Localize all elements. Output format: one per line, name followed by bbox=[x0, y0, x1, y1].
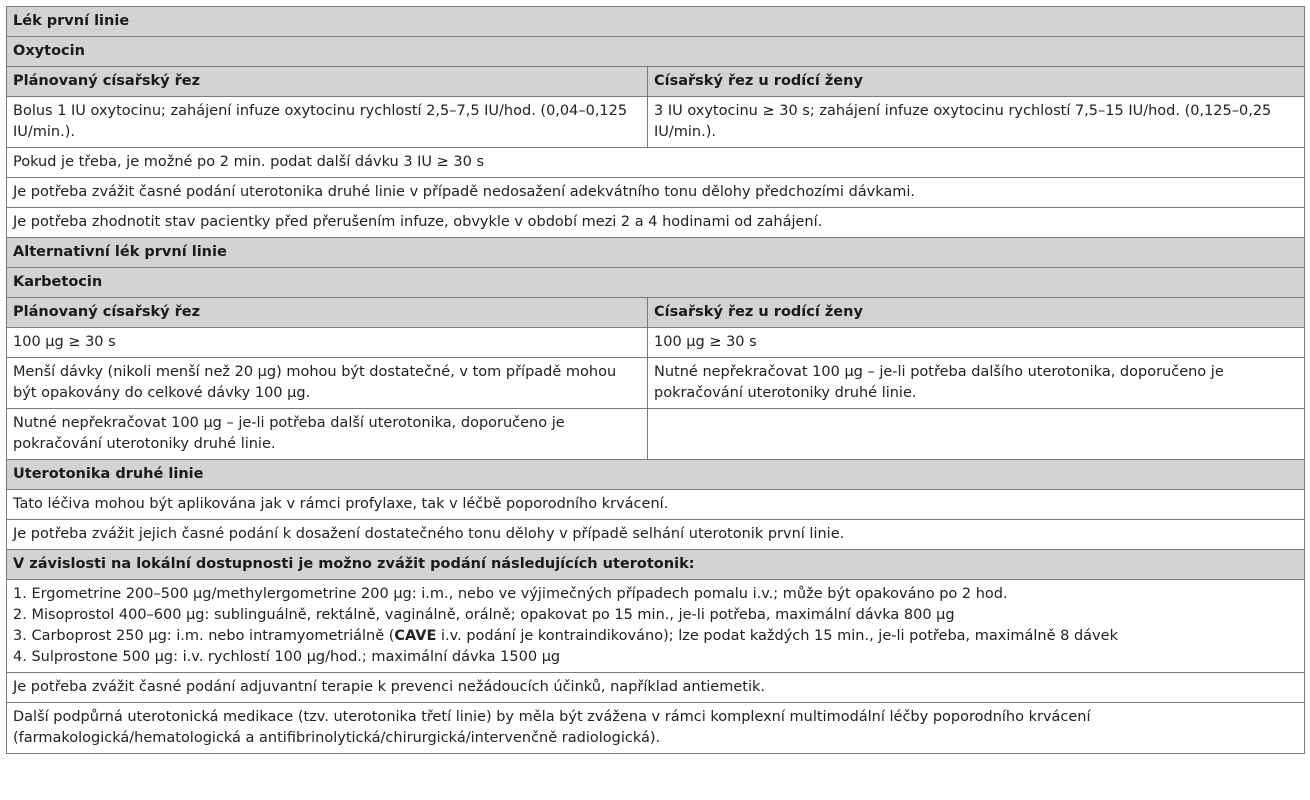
list-item: 2. Misoprostol 400–600 μg: sublinguálně, rektálně, vaginálně, orálně; opakovat po 15 min., je-li potřeba, maximální dávka 800 μg bbox=[13, 607, 955, 623]
oxytocin-note: Je potřeba zvážit časné podání uterotonika druhé linie v případě nedosažení adekvátního tonu dělohy předchozími dávkami. bbox=[7, 178, 1305, 208]
third-line-note: Další podpůrná uterotonická medikace (tzv. uterotonika třetí linie) by měla být zvážena v rámci komplexní multimodální léčby poporodního krvácení (farmakologická/hematologická a antifibrinolytická/chirurgická/intervenčně radiologická). bbox=[7, 703, 1305, 754]
carbetocin-header: Karbetocin bbox=[7, 268, 1305, 298]
carbetocin-labor: 100 μg ≥ 30 s bbox=[648, 328, 1305, 358]
list-item: 1. Ergometrine 200–500 μg/methylergometrine 200 μg: i.m., nebo ve výjimečných případech pomalu i.v.; může být opakováno po 2 hod. bbox=[13, 586, 1008, 602]
carbetocin-planned: 100 μg ≥ 30 s bbox=[7, 328, 648, 358]
column-header-row bbox=[7, 67, 1305, 97]
table-row bbox=[7, 328, 1305, 358]
cave-warning: CAVE bbox=[394, 628, 437, 644]
col-labor-header: Císařský řez u rodící ženy bbox=[648, 298, 1305, 328]
uterotonics-table-wrapper bbox=[6, 6, 1304, 754]
drug-header-row bbox=[7, 37, 1305, 67]
table-row bbox=[7, 178, 1305, 208]
alt-first-line-header: Alternativní lék první linie bbox=[7, 238, 1305, 268]
col-planned-header: Plánovaný císařský řez bbox=[7, 67, 648, 97]
list-item-text: i.v. podání je kontraindikováno); lze podat každých 15 min., je-li potřeba, maximálně 8 dávek bbox=[436, 628, 1118, 644]
first-line-header: Lék první linie bbox=[7, 7, 1305, 37]
col-labor-header: Císařský řez u rodící ženy bbox=[648, 67, 1305, 97]
carbetocin-labor bbox=[648, 409, 1305, 460]
table-row bbox=[7, 490, 1305, 520]
second-line-header: Uterotonika druhé linie bbox=[7, 460, 1305, 490]
section-header-row bbox=[7, 460, 1305, 490]
list-item bbox=[13, 626, 1298, 647]
local-availability-header: V závislosti na lokální dostupnosti je možno zvážit podání následujících uterotonik: bbox=[7, 550, 1305, 580]
second-line-note: Tato léčiva mohou být aplikována jak v rámci profylaxe, tak v léčbě poporodního krvácení. bbox=[7, 490, 1305, 520]
oxytocin-note: Je potřeba zhodnotit stav pacientky před přerušením infuze, obvykle v období mezi 2 a 4 hodinami od zahájení. bbox=[7, 208, 1305, 238]
table-row bbox=[7, 520, 1305, 550]
table-row bbox=[7, 148, 1305, 178]
second-line-note: Je potřeba zvážit jejich časné podání k dosažení dostatečného tonu dělohy v případě selhání uterotonik první linie. bbox=[7, 520, 1305, 550]
drug-header-row bbox=[7, 268, 1305, 298]
section-header-row bbox=[7, 238, 1305, 268]
table-row bbox=[7, 580, 1305, 673]
column-header-row bbox=[7, 298, 1305, 328]
table-row bbox=[7, 358, 1305, 409]
uterotonics-table bbox=[6, 6, 1305, 754]
oxytocin-header: Oxytocin bbox=[7, 37, 1305, 67]
table-row bbox=[7, 208, 1305, 238]
table-row bbox=[7, 409, 1305, 460]
oxytocin-planned-dose: Bolus 1 IU oxytocinu; zahájení infuze oxytocinu rychlostí 2,5–7,5 IU/hod. (0,04–0,125 IU/min.). bbox=[7, 97, 648, 148]
table-row bbox=[7, 673, 1305, 703]
uterotonic-list bbox=[7, 580, 1305, 673]
oxytocin-labor-dose: 3 IU oxytocinu ≥ 30 s; zahájení infuze oxytocinu rychlostí 7,5–15 IU/hod. (0,125–0,25 IU/min.). bbox=[648, 97, 1305, 148]
col-planned-header: Plánovaný císařský řez bbox=[7, 298, 648, 328]
table-row bbox=[7, 97, 1305, 148]
list-item: 4. Sulprostone 500 μg: i.v. rychlostí 100 μg/hod.; maximální dávka 1500 μg bbox=[13, 649, 561, 665]
table-row bbox=[7, 703, 1305, 754]
list-item-text: 3. Carboprost 250 μg: i.m. nebo intramyometriálně ( bbox=[13, 628, 395, 644]
section-header-row bbox=[7, 7, 1305, 37]
oxytocin-note: Pokud je třeba, je možné po 2 min. podat další dávku 3 IU ≥ 30 s bbox=[7, 148, 1305, 178]
carbetocin-planned: Menší dávky (nikoli menší než 20 μg) mohou být dostatečné, v tom případě mohou být opakovány do celkové dávky 100 μg. bbox=[7, 358, 648, 409]
carbetocin-labor: Nutné nepřekračovat 100 μg – je-li potřeba dalšího uterotonika, doporučeno je pokračování uterotoniky druhé linie. bbox=[648, 358, 1305, 409]
carbetocin-planned: Nutné nepřekračovat 100 μg – je-li potřeba další uterotonika, doporučeno je pokračování uterotoniky druhé linie. bbox=[7, 409, 648, 460]
adjuvant-note: Je potřeba zvážit časné podání adjuvantní terapie k prevenci nežádoucích účinků, například antiemetik. bbox=[7, 673, 1305, 703]
section-header-row bbox=[7, 550, 1305, 580]
